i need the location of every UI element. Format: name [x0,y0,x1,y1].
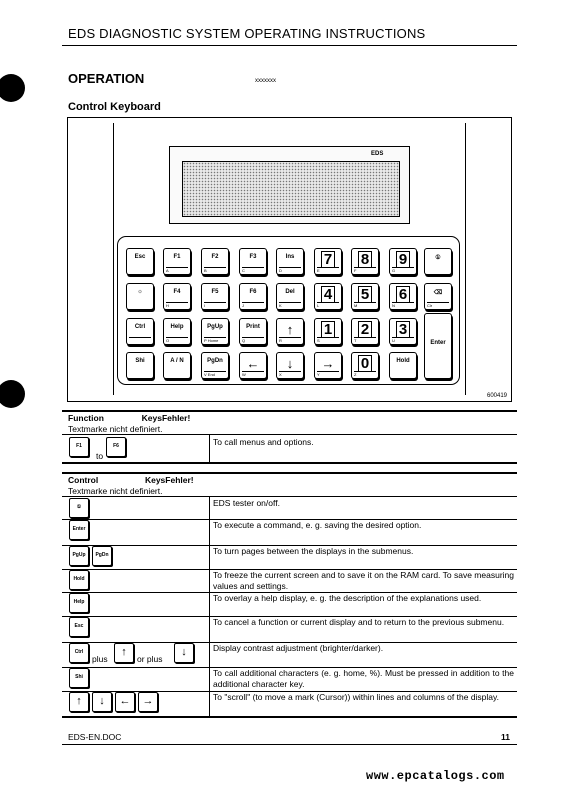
f1-key-label: F1 [76,443,82,449]
key-label: Print [246,324,260,330]
control-key[interactable] [174,643,194,663]
f6-key-label: F6 [113,443,119,449]
control-key[interactable] [69,643,89,663]
key-label: ☼ [137,289,143,295]
key-label: ← [246,356,260,371]
key-sub-label: Z [354,371,376,377]
punch-hole-top [0,74,25,102]
control-heading-line2: Textmarke nicht definiert. [68,486,163,496]
control-key-label: Esc [74,623,84,629]
key-label: F5 [211,289,219,295]
key-sub-label [129,337,151,343]
subsection-title: Control Keyboard [68,101,161,113]
key-2-4[interactable] [276,318,304,345]
f1-key[interactable] [69,437,89,457]
key-label: Del [285,289,295,295]
function-table-top-rule [62,410,517,412]
footer-doc-name: EDS-EN.DOC [68,732,122,742]
section-title: OPERATION [68,71,145,86]
key-0-8[interactable] [424,248,452,275]
key-label: F4 [173,289,181,295]
control-key[interactable] [138,692,158,712]
control-joiner: plus [92,654,108,664]
lcd-screen [182,161,400,217]
key-sub-label: H [166,302,188,308]
control-key-label: Help [73,599,85,605]
key-sub-label: C [242,267,264,273]
key-label: → [321,356,335,371]
key-3-2[interactable] [201,352,229,379]
key-sub-label: D [279,267,301,273]
function-heading-left: Function [68,413,104,423]
control-table-top-rule [62,472,517,474]
key-label: Esc [134,254,146,260]
control-table-rule [62,496,517,497]
function-heading-line2: Textmarke nicht definiert. [68,424,163,434]
control-desc: To turn pages between the displays in the submenus. [213,546,414,556]
control-key-label: ↑ [121,646,127,658]
key-sub-label: Q [242,337,264,343]
control-key-label: → [142,695,154,707]
key-2-0[interactable] [126,318,154,345]
control-key[interactable] [115,692,135,712]
key-0-5[interactable] [314,248,342,275]
function-joiner: to [96,451,104,461]
key-2-7[interactable] [389,318,417,345]
key-sub-label: T [354,337,376,343]
control-key-label: Shi [75,674,83,680]
key-1-0[interactable] [126,283,154,310]
key-sub-label: N [392,302,414,308]
control-key-label: ① [76,504,82,510]
enter-key-label: Enter [430,340,446,346]
control-desc: To cancel a function or current display and to return to the previous submenu. [213,617,505,627]
key-label: 2 [358,321,372,338]
control-desc: To execute a command, e. g. saving the desired option. [213,520,422,530]
key-label: F1 [173,254,181,260]
key-1-3[interactable] [239,283,267,310]
function-desc: To call menus and options. [213,437,314,447]
control-heading [68,475,194,485]
control-desc: EDS tester on/off. [213,498,280,508]
key-sub-label: K [279,302,301,308]
key-3-6[interactable] [351,352,379,379]
key-1-6[interactable] [351,283,379,310]
key-0-1[interactable] [163,248,191,275]
key-0-6[interactable] [351,248,379,275]
key-1-1[interactable] [163,283,191,310]
key-sub-label: Clr [427,302,449,308]
header-rule [62,45,517,46]
key-0-2[interactable] [201,248,229,275]
key-sub-label: O [166,337,188,343]
section-code: xxxxxxx [255,78,276,84]
key-3-1[interactable] [163,352,191,379]
key-sub-label: U [392,337,414,343]
control-key-label: Enter [72,526,86,532]
key-1-2[interactable] [201,283,229,310]
control-table-bottom-rule [62,716,517,718]
key-sub-label: M [354,302,376,308]
key-label: F6 [249,289,257,295]
key-label: 6 [396,286,410,303]
function-heading-right: KeysFehler! [141,413,191,423]
footer-page-number: 11 [501,732,510,742]
key-label: PgUp [207,324,223,330]
key-label: ↓ [286,356,294,371]
control-key[interactable] [69,546,89,566]
key-2-2[interactable] [201,318,229,345]
control-key-label: ← [119,695,131,707]
key-sub-label: P Home [204,337,226,343]
key-0-4[interactable] [276,248,304,275]
key-sub-label: A [166,267,188,273]
function-table-bottom-rule [62,462,517,464]
key-1-4[interactable] [276,283,304,310]
figure-number: 600419 [487,393,508,399]
screen-label: EDS [371,151,384,157]
control-key[interactable] [69,520,89,540]
key-2-3[interactable] [239,318,267,345]
key-label: Ins [285,254,295,260]
enter-key[interactable] [424,313,452,379]
control-key[interactable] [69,498,89,518]
control-key-label: Hold [73,576,85,582]
key-label: ↑ [286,322,294,337]
control-key-label: ↑ [76,695,82,707]
control-key[interactable] [92,692,112,712]
key-label: F2 [211,254,219,260]
key-0-0[interactable] [126,248,154,275]
watermark: www.epcatalogs.com [366,769,505,783]
key-label: PgDn [207,358,223,364]
control-key-label: ↓ [181,646,187,658]
header-title: EDS DIAGNOSTIC SYSTEM OPERATING INSTRUCTIONS [68,26,426,41]
key-3-7[interactable] [389,352,417,379]
key-label: Shi [135,358,145,364]
control-key-label: PgUp [72,552,86,558]
key-3-5[interactable] [314,352,342,379]
key-2-6[interactable] [351,318,379,345]
control-key-label: PgDn [95,552,109,558]
key-label: Help [170,324,184,330]
function-table-divider [209,434,210,462]
key-0-7[interactable] [389,248,417,275]
key-0-3[interactable] [239,248,267,275]
control-key-label: Ctrl [74,649,84,655]
control-desc: Display contrast adjustment (brighter/darker). [213,643,384,653]
key-sub-label: F [354,267,376,273]
key-label: Hold [396,358,410,364]
key-label: 1 [321,321,335,338]
key-label: Ctrl [134,324,146,330]
key-label: 5 [358,286,372,303]
key-label: F3 [249,254,257,260]
key-sub-label: Y [317,371,339,377]
key-sub-label: I [204,302,226,308]
key-label: 8 [358,251,372,268]
control-key[interactable] [92,546,112,566]
function-heading [68,413,190,423]
control-key[interactable] [69,692,89,712]
key-sub-label: S [317,337,339,343]
control-key[interactable] [114,643,134,663]
key-label: 3 [396,321,410,338]
key-sub-label: V End [204,371,226,377]
key-2-5[interactable] [314,318,342,345]
control-key-label: ↓ [99,695,105,707]
key-label: 4 [321,286,335,303]
control-table-divider [209,496,210,717]
control-key[interactable] [69,570,89,590]
control-key[interactable] [69,668,89,688]
function-table-rule [62,434,517,435]
key-sub-label: L [317,302,339,308]
key-sub-label: J [242,302,264,308]
key-sub-label: W [242,371,264,377]
key-3-4[interactable] [276,352,304,379]
footer-rule [62,744,517,745]
control-joiner: or plus [137,654,163,664]
control-key[interactable] [69,593,89,613]
key-1-5[interactable] [314,283,342,310]
control-desc: To freeze the current screen and to save it on the RAM card. To save measuring values and settings. [213,570,514,591]
control-heading-left: Control [68,475,99,485]
key-3-3[interactable] [239,352,267,379]
key-2-1[interactable] [163,318,191,345]
key-sub-label: B [204,267,226,273]
control-desc: To "scroll" (to move a mark (Cursor)) within lines and columns of the display. [213,692,500,702]
key-label: ⌫ [433,290,443,296]
key-label: A / N [170,358,184,364]
control-desc: To call additional characters (e. g. home, %). Must be pressed in addition to the additional character key. [213,668,514,689]
control-key[interactable] [69,617,89,637]
key-label: 0 [358,355,372,372]
f6-key[interactable] [106,437,126,457]
key-label: 7 [321,251,335,268]
punch-hole-bottom [0,380,25,408]
control-heading-right: KeysFehler! [144,475,194,485]
key-1-7[interactable] [389,283,417,310]
control-desc: To overlay a help display, e. g. the description of the explanations used. [213,593,482,603]
key-label: ① [435,255,441,261]
key-3-0[interactable] [126,352,154,379]
key-label: 9 [396,251,410,268]
key-sub-label: X [279,371,301,377]
key-sub-label: G [392,267,414,273]
key-sub-label: R [279,337,301,343]
key-1-8[interactable] [424,283,452,310]
key-sub-label: E [317,267,339,273]
